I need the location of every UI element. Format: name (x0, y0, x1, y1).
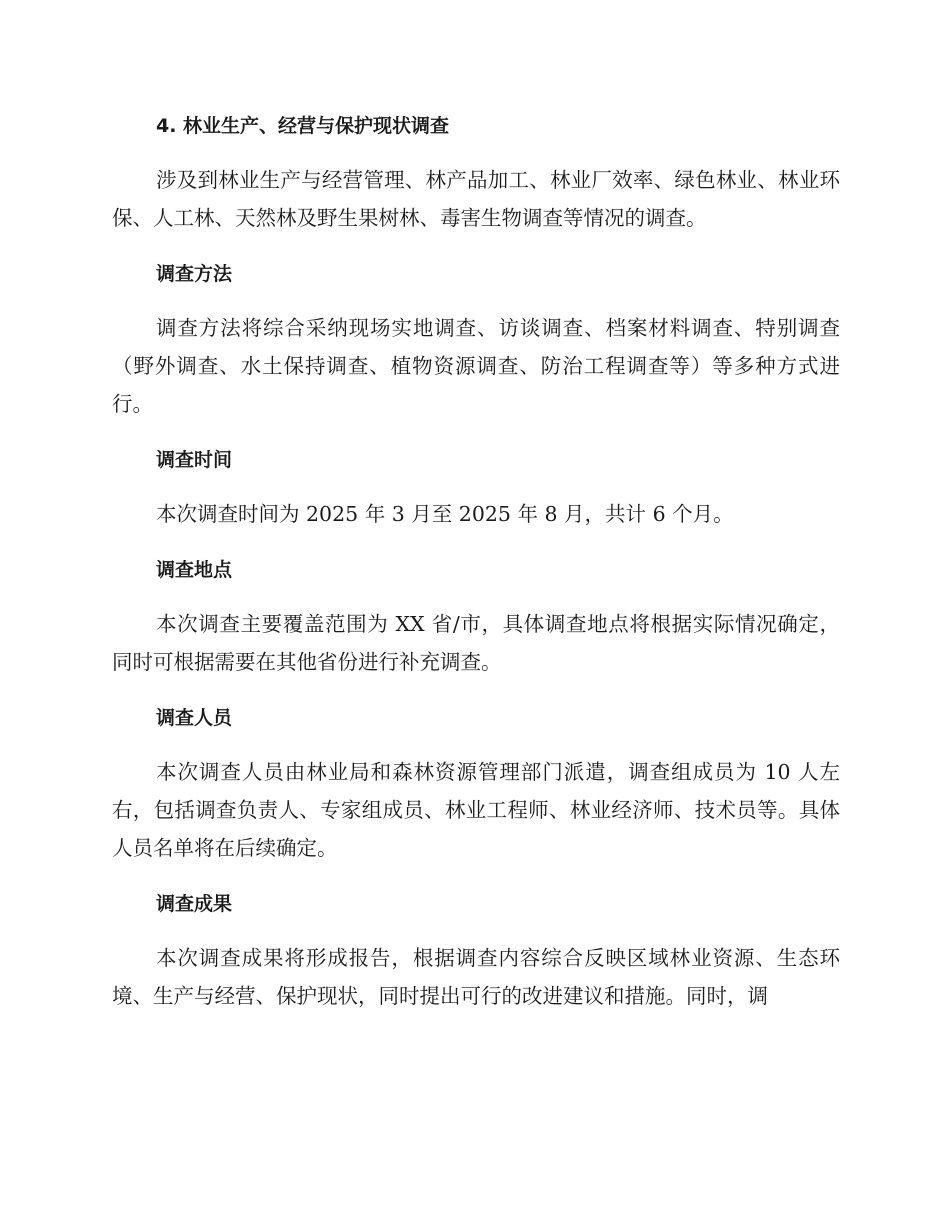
section-heading-forestry-status: 4. 林业生产、经营与保护现状调查 (156, 115, 450, 137)
section-heading-personnel: 调查人员 (156, 707, 233, 729)
section-body-time: 本次调查时间为 2025 年 3 月至 2025 年 8 月，共计 6 个月。 (156, 502, 734, 526)
section-heading-location: 调查地点 (156, 559, 233, 581)
section-body-personnel: 本次调查人员由林业局和森林资源管理部门派遣，调查组成员为 10 人左右，包括调查负责人、专家组成员、林业工程师、林业经济师、技术员等。具体人员名单将在后续确定。 (112, 760, 840, 860)
section-body-method: 调查方法将综合采纳现场实地调查、访谈调查、档案材料调查、特别调查（野外调查、水土保持调查、植物资源调查、防治工程调查等）等多种方式进行。 (112, 316, 840, 416)
document-content (112, 107, 840, 1015)
section-heading-time: 调查时间 (156, 449, 233, 471)
section-heading-results: 调查成果 (156, 893, 233, 915)
section-heading-method: 调查方法 (156, 263, 233, 285)
section-body-results: 本次调查成果将形成报告，根据调查内容综合反映区域林业资源、生态环境、生产与经营、保护现状，同时提出可行的改进建议和措施。同时，调 (112, 946, 840, 1008)
section-body-location: 本次调查主要覆盖范围为 XX 省/市，具体调查地点将根据实际情况确定，同时可根据需要在其他省份进行补充调查。 (112, 612, 840, 674)
section-body-forestry-status: 涉及到林业生产与经营管理、林产品加工、林业厂效率、绿色林业、林业环保、人工林、天然林及野生果树林、毒害生物调查等情况的调查。 (112, 168, 840, 230)
